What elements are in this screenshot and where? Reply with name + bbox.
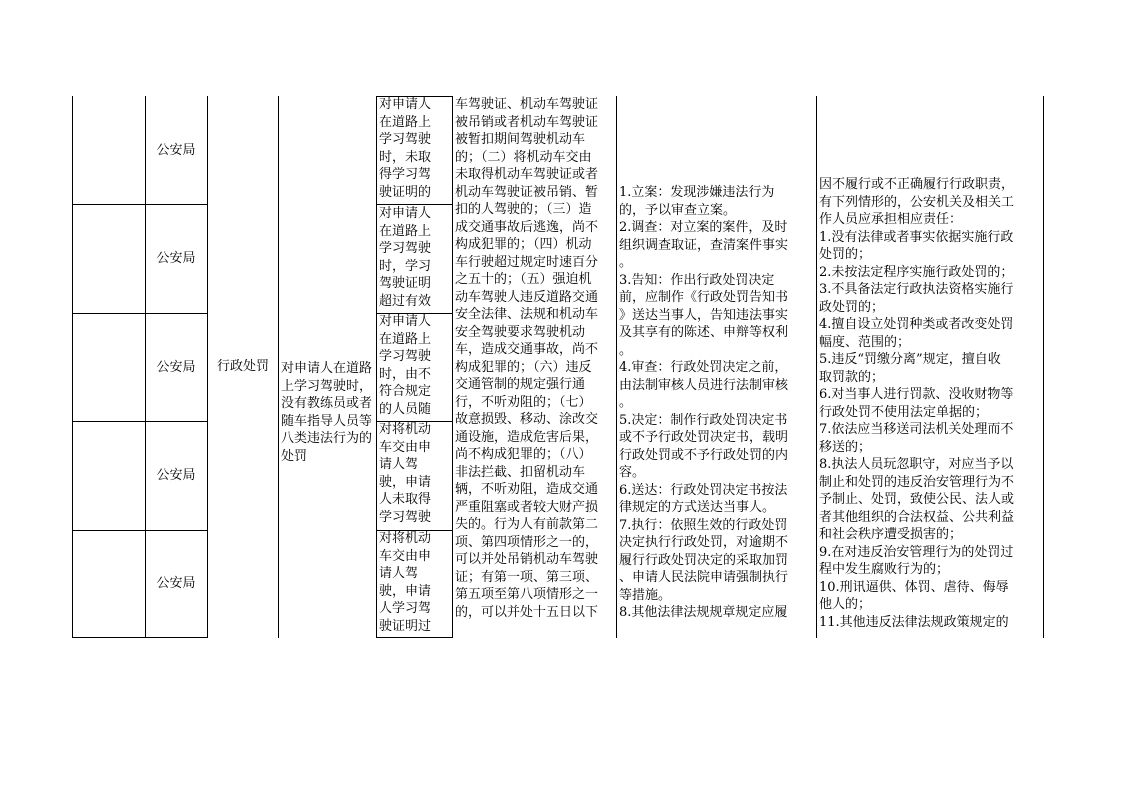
sub-item-text: 对申请人 在道路上 学习驾驶 时，由不 符合规定 的人员随 [379, 314, 432, 417]
dept-label: 公安局 [156, 142, 196, 158]
dept-label: 公安局 [156, 576, 196, 592]
sub-item-cell [379, 205, 451, 313]
dept-cell [145, 314, 207, 421]
grid-line [72, 96, 73, 638]
item-name-cell [281, 360, 373, 500]
category-label: 行政处罚 [216, 359, 269, 375]
sub-item-text: 对将机动 车交由申 请人驾 驶，申请 人学习驾 驶证明过 [379, 531, 432, 634]
grid-line [816, 96, 817, 638]
liability-text: 因不履行或不正确履行行政职责， 有下列情形的，公安机关及相关工 作人员应承担相应责任： 1.没有法律或者事实依据实施行政 处罚的； 2.未按法定程序实施行政处罚的； 3.不具备法定行政执法资格实施行 政处罚的； 4.擅自设立处罚种类或者改变处罚 幅度、范围的； 5.违反“罚缴分离”规定，擅自收 取罚款的； 6.对当事人进行罚款、没收财物等 行政处罚不使用法定单据的； 7.依法应当移送司法机关处理而不 移送的； 8.执法人员玩忽职守，对应当予以 制止和处罚的违反治安管理行为不 予制止、处罚，致使公民、法人或 者其他组织的合法权益、公共利益 和社会秩序遭受损害的； 9.在对违反治安管理行为的处罚过 程中发生腐败行为的； 10.刑讯逼供、体罚、虐待、侮辱 他人的； 11.其他违反法律法规政策规定的 [819, 177, 1015, 630]
sub-item-text: 对将机动 车交由申 请人驾 驶，申请 人未取得 学习驾驶 [379, 422, 432, 525]
dept-label: 公安局 [156, 359, 196, 375]
dept-cell [145, 422, 207, 530]
basis-cell [455, 96, 617, 638]
process-cell [619, 184, 815, 646]
dept-label: 公安局 [156, 468, 196, 484]
dept-label: 公安局 [156, 251, 196, 267]
category-cell [208, 97, 278, 637]
dept-cell [145, 205, 207, 313]
dept-cell [145, 531, 207, 637]
sub-item-cell [379, 530, 451, 637]
sub-item-text: 对申请人 在道路上 学习驾驶 时，学习 驾驶证明 超过有效 [379, 206, 432, 309]
sub-item-cell [379, 421, 451, 529]
dept-cell [145, 97, 207, 204]
grid-line [1043, 96, 1044, 638]
grid-line [72, 637, 207, 638]
basis-text: 车驾驶证、机动车驾驶证 被吊销或者机动车驾驶证 被暂扣期间驾驶机动车 的；（二）将机动车交由 未取得机动车驾驶证或者 机动车驾驶证被吊销、暂 扣的人驾驶的；（三）造 成交通事故后逃逸，尚不 构成犯罪的；（四）机动 车行驶超过规定时速百分 之五十的；（五）强迫机 动车驾驶人违反道路交通 安全法律、法规和机动车 安全驾驶要求驾驶机动 车，造成交通事故，尚不 构成犯罪的；（六）违反 交通管制的规定强行通 行，不听劝阻的；（七） 故意损毁、移动、涂改交 通设施，造成危害后果， 尚不构成犯罪的；（八） 非法拦截、扣留机动车 辆，不听劝阻，造成交通 严重阻塞或者较大财产损 失的。行为人有前款第二 项、第四项情形之一的， 可以并处吊销机动车驾驶 证；有第一项、第三项、 第五项至第八项情形之一 的，可以并处十五日以下 [455, 97, 599, 620]
sub-item-text: 对申请人 在道路上 学习驾驶 时，未取 得学习驾 驶证明的 [379, 97, 432, 200]
sub-item-cell [379, 96, 451, 204]
process-text: 1.立案：发现涉嫌违法行为 的，予以审查立案。 2.调查：对立案的案件，及时 组织调查取证，查清案件事实 。 3.告知：作出行政处罚决定 前，应制作《行政处罚告知书 》送达当事人，告知违法事实 及其享有的陈述、申辩等权利 。 4.审查：行政处罚决定之前， 由法制审核人员进行法制审核 。 5.决定：制作行政处罚决定书 或不予行政处罚决定书，载明 行政处罚或不予行政处罚的内 容。 6.送达：行政处罚决定书按法 律规定的方式送达当事人。 7.执行：依照生效的行政处罚 决定执行行政处罚，对逾期不 履行行政处罚决定的采取加罚 、申请人民法院申请强制执行 等措施。 8.其他法律法规规章规定应履 [619, 185, 789, 620]
grid-line [278, 96, 279, 638]
sub-item-cell [379, 313, 451, 421]
liability-cell [819, 176, 1042, 646]
item-name: 对申请人在道路上学习驾驶时，没有教练员或者随车指导人员等八类违法行为的处罚 [281, 361, 373, 464]
